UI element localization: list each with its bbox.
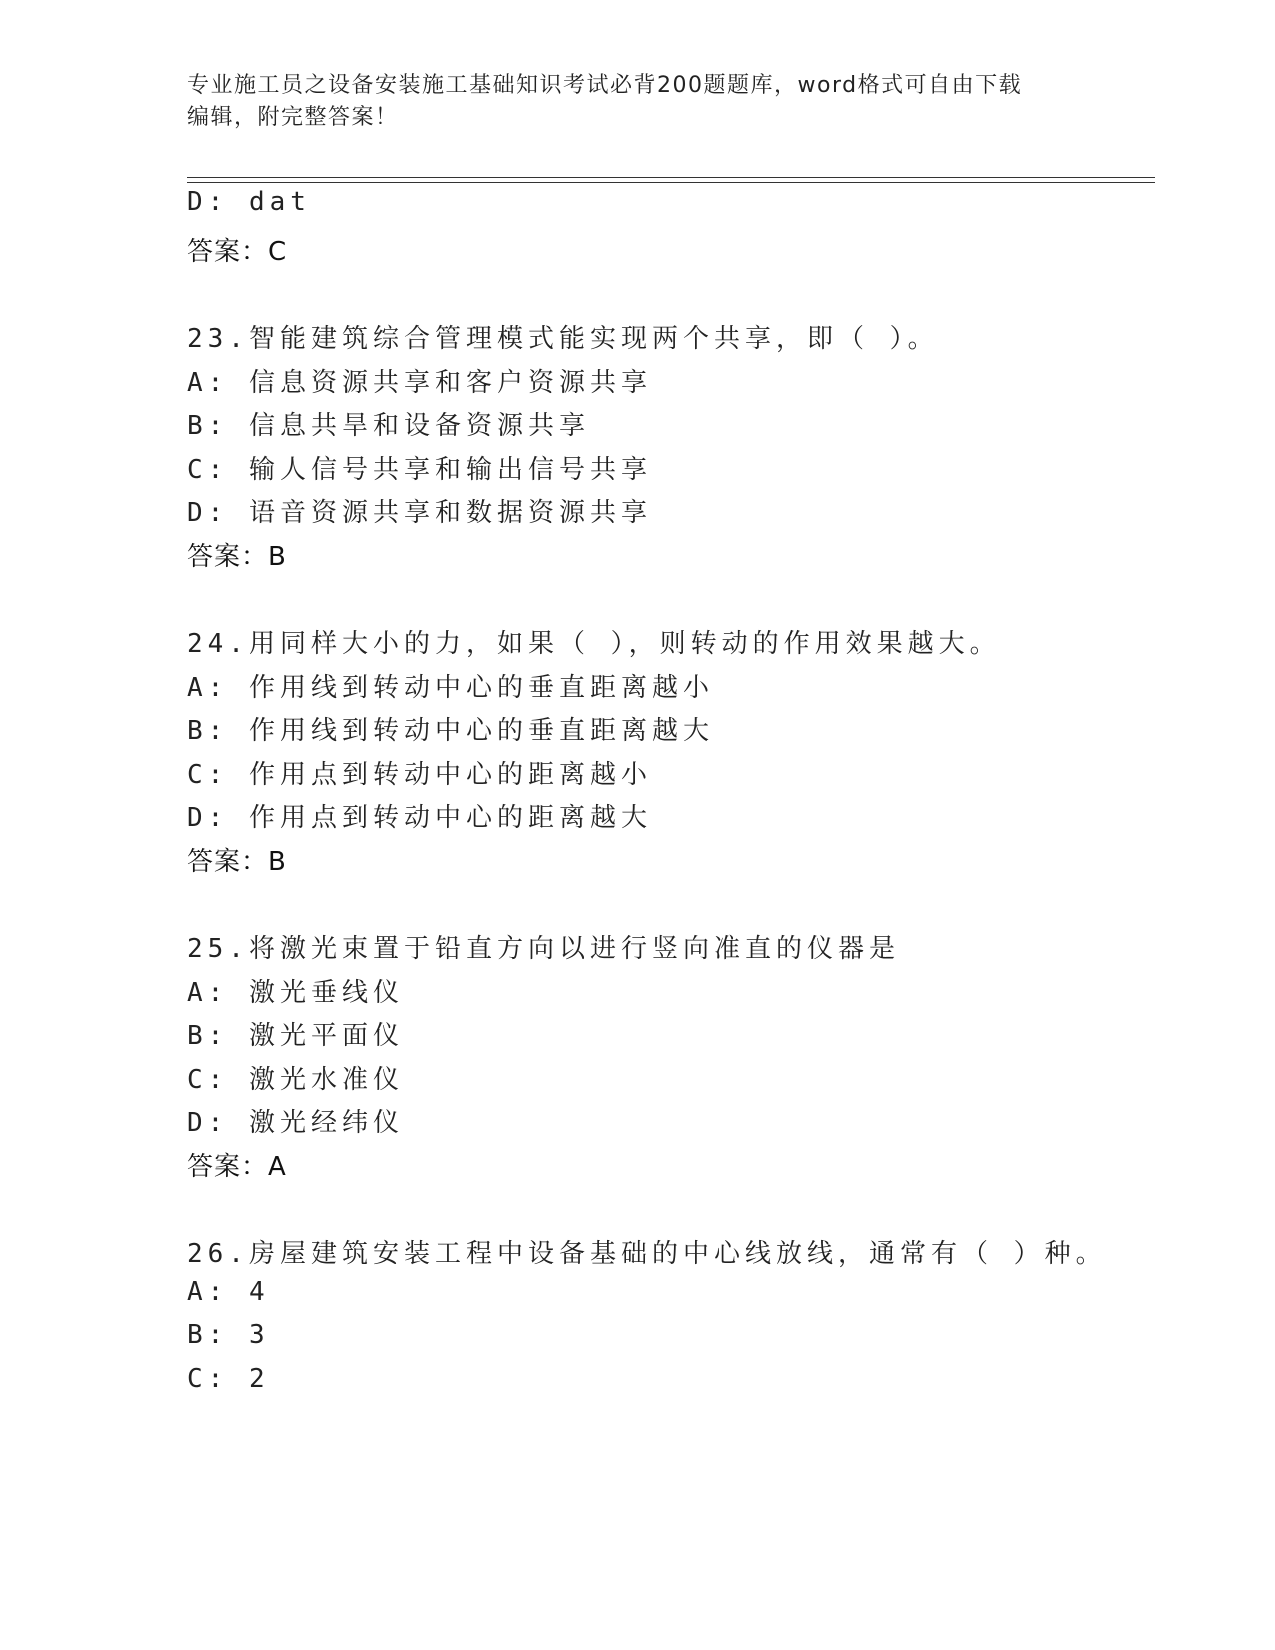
q24-option-c: C: 作用点到转动中心的距离越小 xyxy=(187,760,652,790)
q24-option-d: D: 作用点到转动中心的距离越大 xyxy=(187,803,652,833)
q25-stem: 25.将激光束置于铅直方向以进行竖向准直的仪器是 xyxy=(187,934,900,964)
q23-answer: 答案：B xyxy=(187,542,287,572)
q23-option-b: B: 信息共旱和设备资源共享 xyxy=(187,411,590,441)
q22-option-d: D: dat xyxy=(187,187,311,217)
q24-option-a: A: 作用线到转动中心的垂直距离越小 xyxy=(187,673,714,703)
q25-option-b: B: 激光平面仪 xyxy=(187,1021,404,1051)
q23-option-c: C: 输人信号共享和输出信号共享 xyxy=(187,455,652,485)
q23-option-a: A: 信息资源共享和客户资源共享 xyxy=(187,368,652,398)
q23-option-d: D: 语音资源共享和数据资源共享 xyxy=(187,498,652,528)
q25-option-d: D: 激光经纬仪 xyxy=(187,1108,404,1138)
q26-stem: 26.房屋建筑安装工程中设备基础的中心线放线，通常有（ ）种。 xyxy=(187,1239,1107,1269)
q25-option-c: C: 激光水准仪 xyxy=(187,1065,404,1095)
header-divider-top xyxy=(187,177,1155,178)
header-title-line1: 专业施工员之设备安装施工基础知识考试必背200题题库，word格式可自由下载 xyxy=(187,73,1023,98)
document-header xyxy=(187,70,1087,134)
q25-answer: 答案：A xyxy=(187,1152,287,1182)
q26-option-a: A: 4 xyxy=(187,1277,270,1307)
q24-option-b: B: 作用线到转动中心的垂直距离越大 xyxy=(187,716,714,746)
q25-option-a: A: 激光垂线仪 xyxy=(187,978,404,1008)
q26-option-b: B: 3 xyxy=(187,1320,270,1350)
q22-answer: 答案：C xyxy=(187,237,288,267)
header-title-line2: 编辑，附完整答案！ xyxy=(187,105,399,130)
q23-stem: 23.智能建筑综合管理模式能实现两个共享，即（ ）。 xyxy=(187,324,939,354)
q24-answer: 答案：B xyxy=(187,847,287,877)
q26-option-c: C: 2 xyxy=(187,1364,270,1394)
header-divider-bottom xyxy=(187,182,1155,183)
q24-stem: 24.用同样大小的力，如果（ ），则转动的作用效果越大。 xyxy=(187,629,1001,659)
